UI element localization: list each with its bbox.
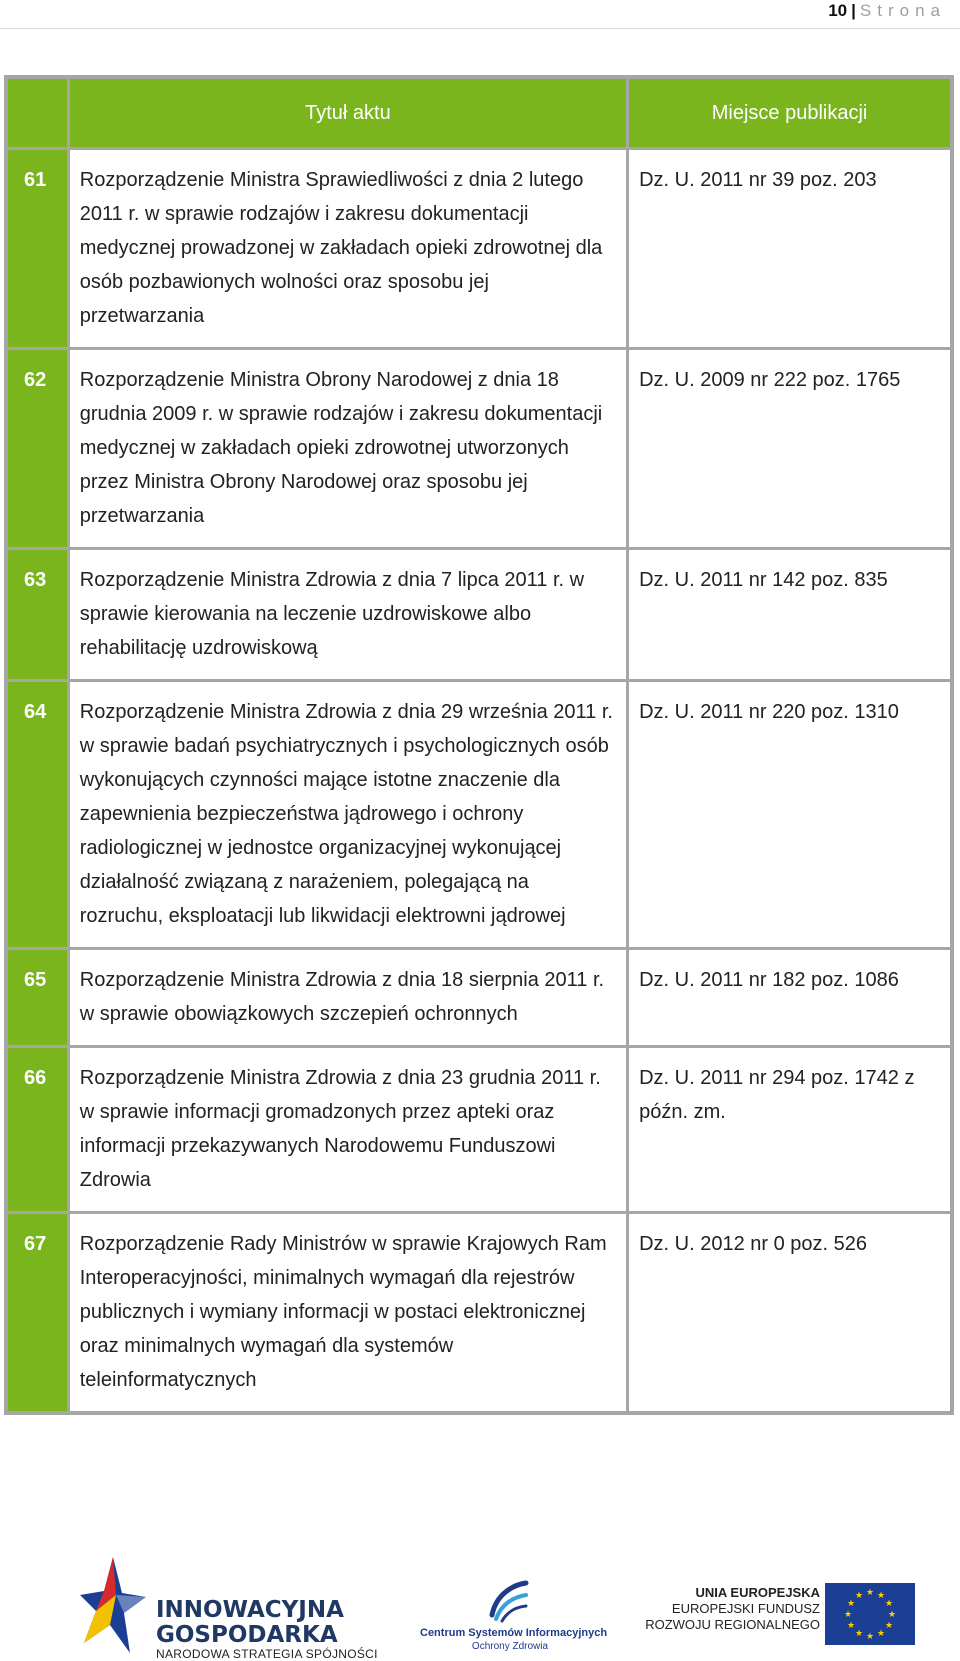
page-word: Strona	[859, 1, 946, 20]
publication-reference: Dz. U. 2011 nr 39 poz. 203	[628, 149, 952, 349]
eu-flag-icon	[825, 1583, 915, 1645]
svg-text:★: ★	[846, 1599, 856, 1609]
svg-text:★: ★	[884, 1621, 894, 1631]
svg-text:★: ★	[865, 1632, 875, 1642]
eu-line3: ROZWOJU REGIONALNEGO	[645, 1617, 820, 1632]
eu-line1: UNIA EUROPEJSKA	[695, 1585, 820, 1600]
act-title: Rozporządzenie Ministra Zdrowia z dnia 29 września 2011 r. w sprawie badań psychiatrycznych i psychologicznych osób wykonujących czynności mające istotne znaczenie dla zapewnienia bezpieczeństwa jądrowego i ochrony radiologicznej w jednostce organizacyjnej wykonującej działalność związaną z narażeniem, polegającą na rozruchu, eksploatacji lub likwidacji elektrowni jądrowej	[68, 681, 627, 949]
table-row	[6, 1047, 952, 1213]
column-header-publication: Miejsce publikacji	[628, 77, 952, 149]
svg-text:★: ★	[865, 1588, 875, 1598]
page-number-separator: |	[851, 1, 856, 20]
column-header-title: Tytuł aktu	[68, 77, 627, 149]
footer-logos	[0, 1545, 960, 1659]
star-logo-icon	[78, 1555, 148, 1655]
publication-reference: Dz. U. 2011 nr 220 poz. 1310	[628, 681, 952, 949]
publication-reference: Dz. U. 2012 nr 0 poz. 526	[628, 1213, 952, 1414]
table-row	[6, 1213, 952, 1414]
act-title: Rozporządzenie Ministra Zdrowia z dnia 7 lipca 2011 r. w sprawie kierowania na leczenie uzdrowiskowe albo rehabilitację uzdrowiskową	[68, 549, 627, 681]
row-number: 64	[6, 681, 68, 949]
svg-text:★: ★	[843, 1610, 853, 1620]
table-row	[6, 681, 952, 949]
header-divider	[0, 28, 960, 29]
page-number-value: 10	[828, 1, 848, 20]
svg-text:★: ★	[876, 1629, 886, 1639]
eu-logo	[640, 1585, 940, 1655]
row-number: 67	[6, 1213, 68, 1414]
column-header-number	[6, 77, 68, 149]
publication-reference: Dz. U. 2011 nr 142 poz. 835	[628, 549, 952, 681]
svg-text:★: ★	[854, 1591, 864, 1601]
logo-ig-line3: NARODOWA STRATEGIA SPÓJNOŚCI	[156, 1647, 378, 1661]
csioz-line1: Centrum Systemów Informacyjnych	[420, 1627, 608, 1639]
eu-line2: EUROPEJSKI FUNDUSZ	[671, 1601, 820, 1616]
logo-ig-line1: INNOWACYJNA	[156, 1597, 344, 1623]
act-title: Rozporządzenie Ministra Zdrowia z dnia 18 sierpnia 2011 r. w sprawie obowiązkowych szczepień ochronnych	[68, 949, 627, 1047]
act-title: Rozporządzenie Rady Ministrów w sprawie Krajowych Ram Interoperacyjności, minimalnych wymagań dla rejestrów publicznych i wymiany informacji w postaci elektronicznej oraz minimalnych wymagań dla systemów teleinformatycznych	[68, 1213, 627, 1414]
act-title: Rozporządzenie Ministra Zdrowia z dnia 23 grudnia 2011 r. w sprawie informacji gromadzonych przez apteki oraz informacji przekazywanych Narodowemu Funduszowi Zdrowia	[68, 1047, 627, 1213]
act-title: Rozporządzenie Ministra Obrony Narodowej z dnia 18 grudnia 2009 r. w sprawie rodzajów i zakresu dokumentacji medycznej w zakładach opieki zdrowotnej utworzonych przez Ministra Obrony Narodowej oraz sposobu jej przetwarzania	[68, 349, 627, 549]
table-header-row	[6, 77, 952, 149]
table-row	[6, 149, 952, 349]
logo-ig-line2: GOSPODARKA	[156, 1622, 338, 1648]
svg-text:★: ★	[884, 1599, 894, 1609]
page-number	[828, 0, 946, 22]
csioz-logo	[420, 1575, 608, 1659]
publication-reference: Dz. U. 2011 nr 182 poz. 1086	[628, 949, 952, 1047]
act-title: Rozporządzenie Ministra Sprawiedliwości z dnia 2 lutego 2011 r. w sprawie rodzajów i zakresu dokumentacji medycznej prowadzonej w zakładach opieki zdrowotnej dla osób pozbawionych wolności oraz sposobu jej przetwarzania	[68, 149, 627, 349]
innowacyjna-gospodarka-logo	[78, 1555, 378, 1661]
publication-reference: Dz. U. 2009 nr 222 poz. 1765	[628, 349, 952, 549]
row-number: 66	[6, 1047, 68, 1213]
svg-text:★: ★	[854, 1629, 864, 1639]
row-number: 63	[6, 549, 68, 681]
svg-text:★: ★	[876, 1591, 886, 1601]
row-number: 65	[6, 949, 68, 1047]
row-number: 62	[6, 349, 68, 549]
svg-text:★: ★	[846, 1621, 856, 1631]
legal-acts-table	[4, 75, 954, 1415]
svg-text:★: ★	[887, 1610, 897, 1620]
page-header	[0, 0, 960, 30]
csioz-emblem-icon	[482, 1575, 532, 1625]
publication-reference: Dz. U. 2011 nr 294 poz. 1742 z późn. zm.	[628, 1047, 952, 1213]
table-row	[6, 349, 952, 549]
csioz-line2: Ochrony Zdrowia	[471, 1641, 549, 1652]
table-row	[6, 549, 952, 681]
table-row	[6, 949, 952, 1047]
row-number: 61	[6, 149, 68, 349]
